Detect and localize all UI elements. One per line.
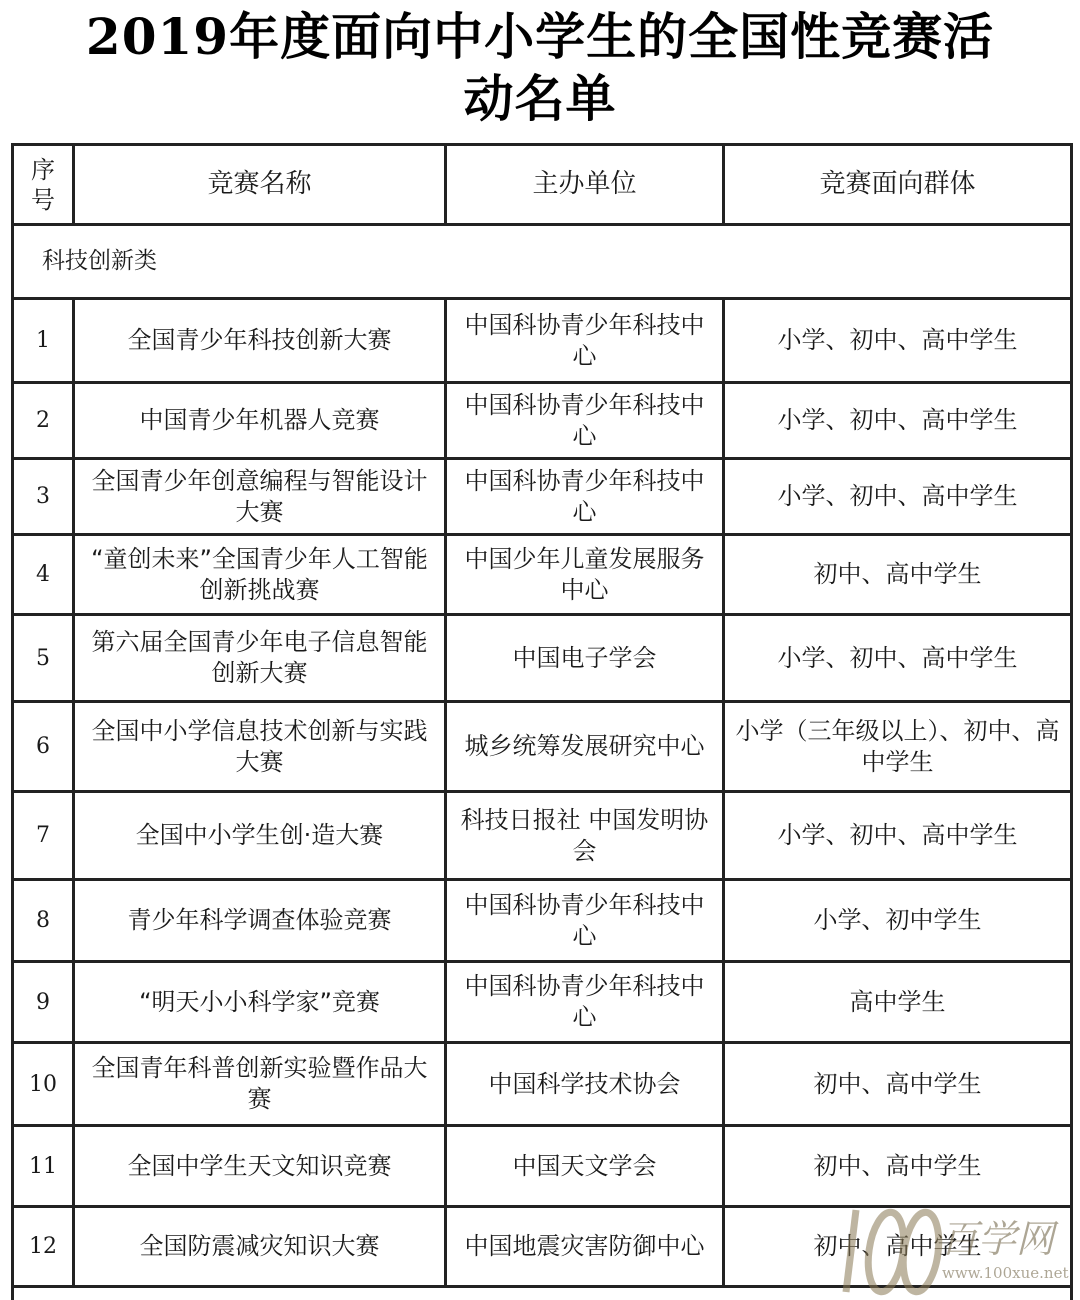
table-row bbox=[13, 1207, 1072, 1287]
table-header-row bbox=[13, 145, 1072, 225]
svg-text:www.100xue.net: www.100xue.net bbox=[942, 1264, 1068, 1282]
page-title bbox=[0, 6, 1080, 130]
competition-name: 全国青少年科技创新大赛 bbox=[74, 299, 446, 383]
organizer-name: 中国天文学会 bbox=[446, 1126, 724, 1207]
table-row bbox=[13, 299, 1072, 383]
competition-name: 全国中小学信息技术创新与实践大赛 bbox=[74, 702, 446, 792]
competition-name: 全国青年科普创新实验暨作品大赛 bbox=[74, 1043, 446, 1126]
header-audience: 竞赛面向群体 bbox=[724, 145, 1072, 225]
row-number: 11 bbox=[13, 1126, 74, 1207]
organizer-name: 中国地震灾害防御中心 bbox=[446, 1207, 724, 1287]
organizer-name: 中国科协青少年科技中心 bbox=[446, 459, 724, 535]
competition-name: 全国中小学生创·造大赛 bbox=[74, 792, 446, 880]
row-number: 3 bbox=[13, 459, 74, 535]
header-serial-number: 序号 bbox=[13, 145, 74, 225]
table-row bbox=[13, 702, 1072, 792]
row-number: 2 bbox=[13, 383, 74, 459]
category-row bbox=[13, 225, 1072, 299]
competition-name: 全国防震减灾知识大赛 bbox=[74, 1207, 446, 1287]
table-row bbox=[13, 792, 1072, 880]
audience-group: 初中、高中学生 bbox=[724, 535, 1072, 615]
svg-text:百学网: 百学网 bbox=[940, 1217, 1059, 1261]
table-row bbox=[13, 962, 1072, 1043]
organizer-name: 中国科协青少年科技中心 bbox=[446, 962, 724, 1043]
table-row bbox=[13, 1126, 1072, 1207]
audience-group: 高中学生 bbox=[724, 962, 1072, 1043]
organizer-name: 中国科协青少年科技中心 bbox=[446, 880, 724, 962]
audience-group: 初中、高中学生 bbox=[724, 1207, 1072, 1287]
organizer-name: 中国电子学会 bbox=[446, 615, 724, 702]
audience-group: 小学、初中、高中学生 bbox=[724, 459, 1072, 535]
audience-group: 小学、初中、高中学生 bbox=[724, 299, 1072, 383]
row-number: 8 bbox=[13, 880, 74, 962]
organizer-name: 科技日报社 中国发明协会 bbox=[446, 792, 724, 880]
table-row bbox=[13, 1043, 1072, 1126]
audience-group: 小学、初中、高中学生 bbox=[724, 792, 1072, 880]
audience-group: 小学（三年级以上）、初中、高中学生 bbox=[724, 702, 1072, 792]
title-line-1: 2019年度面向中小学生的全国性竞赛活 bbox=[0, 6, 1080, 68]
table-row bbox=[13, 459, 1072, 535]
table-row bbox=[13, 880, 1072, 962]
row-number: 10 bbox=[13, 1043, 74, 1126]
competition-name: 青少年科学调查体验竞赛 bbox=[74, 880, 446, 962]
competition-name: “明天小小科学家”竞赛 bbox=[74, 962, 446, 1043]
table-row bbox=[13, 383, 1072, 459]
audience-group: 初中、高中学生 bbox=[724, 1043, 1072, 1126]
organizer-name: 中国科协青少年科技中心 bbox=[446, 383, 724, 459]
organizer-name: 中国少年儿童发展服务中心 bbox=[446, 535, 724, 615]
row-number: 12 bbox=[13, 1207, 74, 1287]
audience-group: 小学、初中、高中学生 bbox=[724, 615, 1072, 702]
row-number: 7 bbox=[13, 792, 74, 880]
organizer-name: 中国科学技术协会 bbox=[446, 1043, 724, 1126]
table-row bbox=[13, 535, 1072, 615]
row-number: 5 bbox=[13, 615, 74, 702]
competition-name: 全国青少年创意编程与智能设计大赛 bbox=[74, 459, 446, 535]
organizer-name: 中国科协青少年科技中心 bbox=[446, 299, 724, 383]
row-number: 6 bbox=[13, 702, 74, 792]
header-organizer: 主办单位 bbox=[446, 145, 724, 225]
competition-name: 全国中学生天文知识竞赛 bbox=[74, 1126, 446, 1207]
competition-name: 第六届全国青少年电子信息智能创新大赛 bbox=[74, 615, 446, 702]
category-label: 科技创新类 bbox=[13, 225, 1072, 299]
row-number: 1 bbox=[13, 299, 74, 383]
organizer-name: 城乡统筹发展研究中心 bbox=[446, 702, 724, 792]
audience-group: 小学、初中、高中学生 bbox=[724, 383, 1072, 459]
row-number: 4 bbox=[13, 535, 74, 615]
competition-table bbox=[11, 143, 1073, 1300]
competition-name: “童创未来”全国青少年人工智能创新挑战赛 bbox=[74, 535, 446, 615]
table-row bbox=[13, 615, 1072, 702]
header-competition-name: 竞赛名称 bbox=[74, 145, 446, 225]
row-number: 9 bbox=[13, 962, 74, 1043]
audience-group: 初中、高中学生 bbox=[724, 1126, 1072, 1207]
competition-name: 中国青少年机器人竞赛 bbox=[74, 383, 446, 459]
title-line-2: 动名单 bbox=[0, 68, 1080, 130]
audience-group: 小学、初中学生 bbox=[724, 880, 1072, 962]
